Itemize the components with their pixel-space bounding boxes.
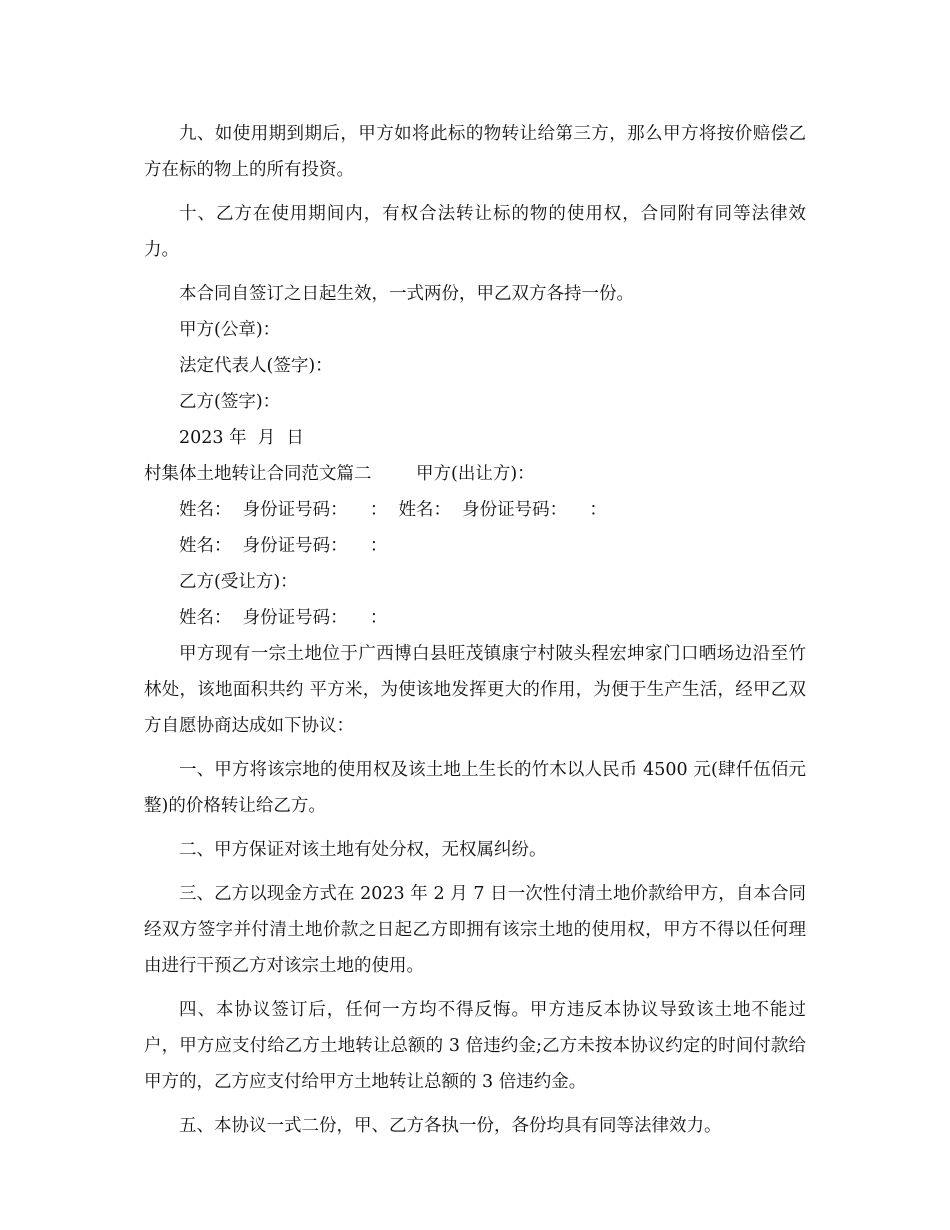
clause-9: 九、如使用期到期后，甲方如将此标的物转让给第三方，那么甲方将按价赔偿乙方在标的物上的所有投资。: [144, 124, 806, 180]
clause-10: 十、乙方在使用期间内，有权合法转让标的物的使用权，合同附有同等法律效力。: [144, 204, 806, 260]
date-line: 2023 年 月 日: [179, 428, 304, 448]
name-id-row-3: 姓名： 身份证号码： ：: [179, 608, 388, 628]
name-id-row-2: 姓名： 身份证号码： ：: [179, 536, 388, 556]
clause-2: 二、甲方保证对该土地有处分权，无权属纠纷。: [179, 840, 547, 860]
party-a-transferor-label: 甲方(出让方)：: [416, 464, 535, 484]
clause-1: 一、甲方将该宗地的使用权及该土地上生长的竹木以人民币 4500 元(肆仟伍佰元整)的价格转让给乙方。: [144, 760, 806, 816]
clause-5: 五、本协议一式二份，甲、乙方各执一份，各份均具有同等法律效力。: [179, 1116, 722, 1136]
name-id-row-1: 姓名： 身份证号码： ： 姓名： 身份证号码： ：: [179, 500, 607, 520]
clause-4: 四、本协议签订后，任何一方均不得反悔。甲方违反本协议导致该土地不能过户，甲方应支付给乙方土地转让总额的 3 倍违约金;乙方未按本协议约定的时间付款给甲方的，乙方应支付给甲方土地转让总额的 3 倍违约金。: [144, 1000, 806, 1092]
intro-paragraph: 甲方现有一宗土地位于广西博白县旺茂镇康宁村陂头程宏坤家门口晒场边沿至竹林处，该地面积共约 平方米，为使该地发挥更大的作用，为便于生产生活，经甲乙双方自愿协商达成如下协议：: [144, 644, 806, 736]
heading-spacer: [372, 464, 417, 484]
section-two-title: 村集体土地转让合同范文篇二: [144, 464, 372, 484]
party-b-transferee-label: 乙方(受让方)：: [179, 572, 298, 592]
effective-statement: 本合同自签订之日起生效，一式两份，甲乙双方各持一份。: [179, 284, 634, 304]
document-body: [144, 116, 806, 1152]
legal-representative-line: 法定代表人(签字)：: [179, 356, 333, 376]
party-a-seal-line: 甲方(公章)：: [179, 320, 281, 340]
clause-3: 三、乙方以现金方式在 2023 年 2 月 7 日一次性付清土地价款给甲方，自本合同经双方签字并付清土地价款之日起乙方即拥有该宗土地的使用权，甲方不得以任何理由进行干预乙方对该宗土地的使用。: [144, 884, 806, 976]
party-b-signature-line: 乙方(签字)：: [179, 392, 281, 412]
section-two-heading-row: [144, 456, 806, 492]
